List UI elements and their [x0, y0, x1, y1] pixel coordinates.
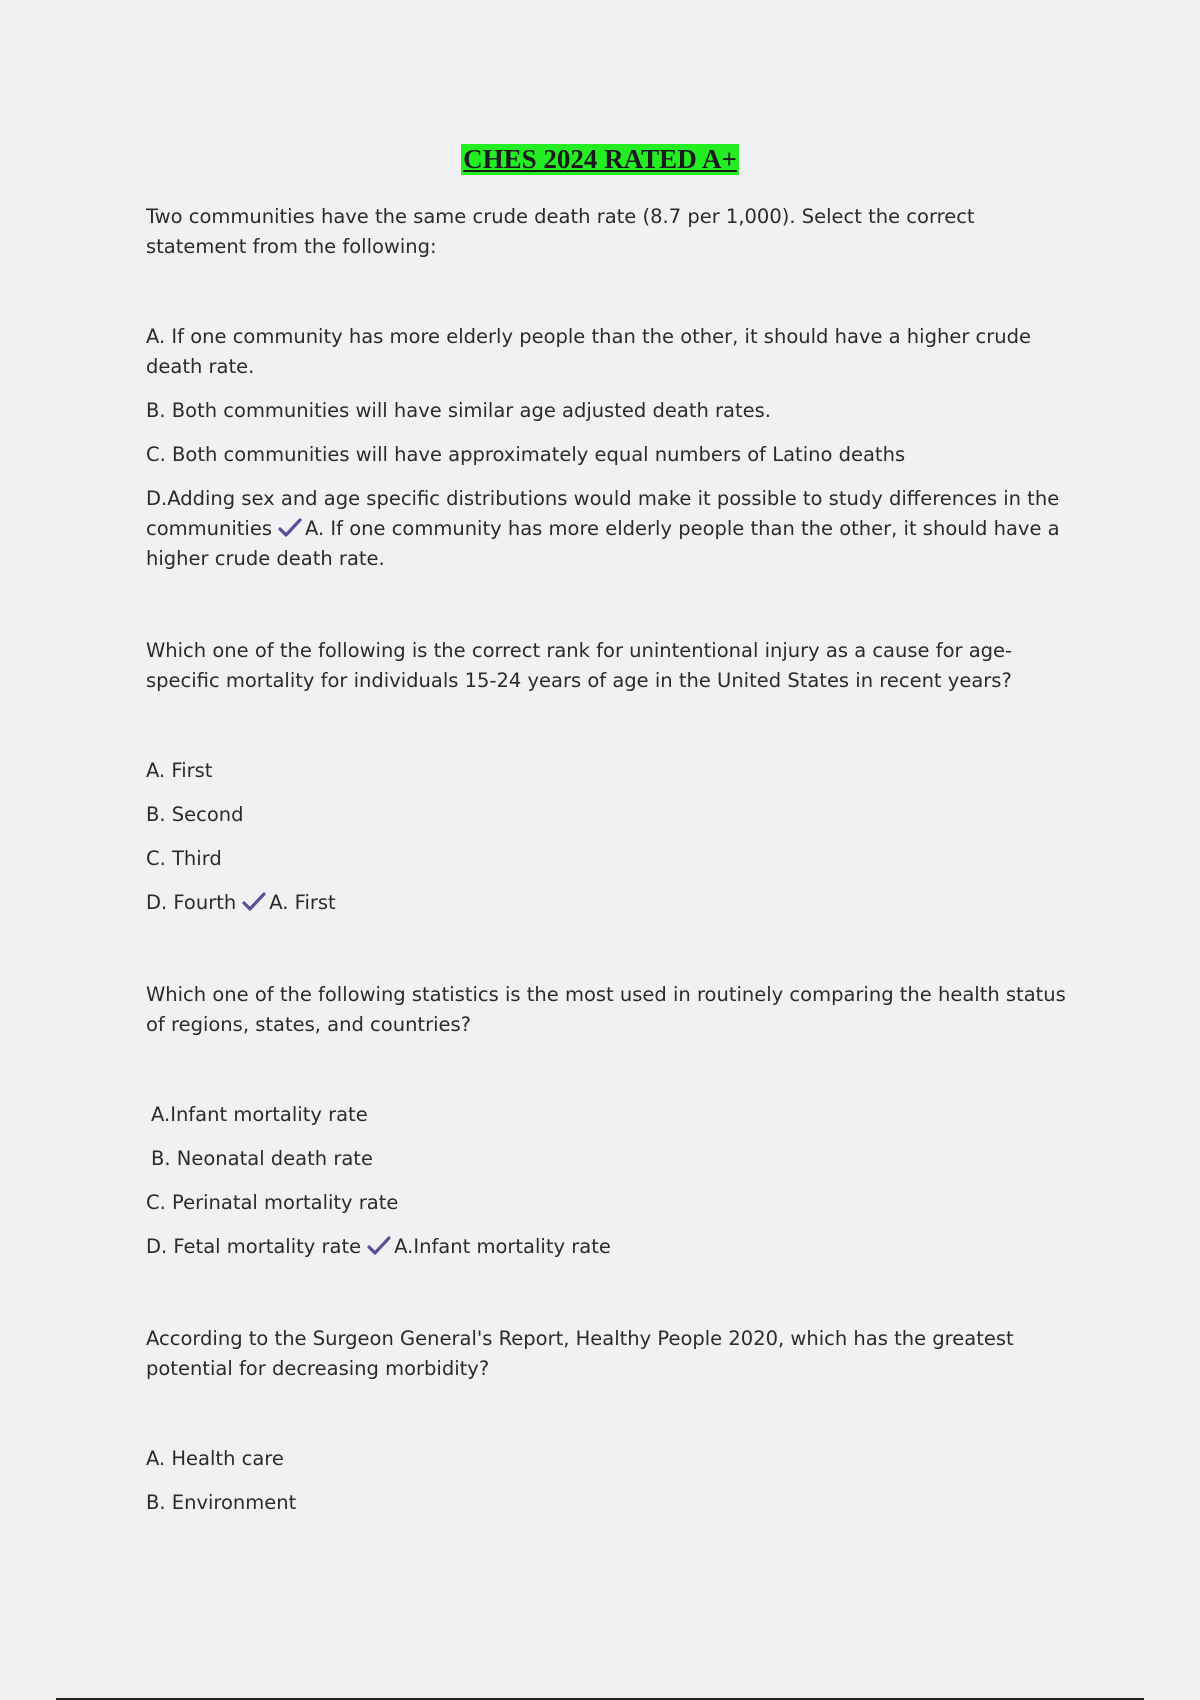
- option-item: A. Health care: [146, 1447, 284, 1470]
- option-item: B. Second: [146, 803, 244, 826]
- option-item-with-answer: [146, 484, 1076, 574]
- option-item: C. Perinatal mortality rate: [146, 1191, 399, 1214]
- check-icon: [367, 1236, 391, 1256]
- document-content: [146, 202, 1076, 1518]
- option-item: A. If one community has more elderly people than the other, it should have a higher crude death rate.: [146, 325, 1032, 378]
- title-container: [0, 144, 1200, 175]
- question-block-2: [146, 636, 1076, 918]
- question-block-4: [146, 1324, 1076, 1518]
- answer-text: A. First: [269, 891, 336, 914]
- question-text: Which one of the following is the correct rank for unintentional injury as a cause for age-specific mortality for individuals 15-24 years of age in the United States in recent years?: [146, 639, 1013, 692]
- check-icon: [278, 518, 302, 538]
- option-item: B. Both communities will have similar age adjusted death rates.: [146, 399, 771, 422]
- option-list: [146, 1100, 1076, 1262]
- option-item: A. First: [146, 759, 213, 782]
- option-text: D.Adding sex and age specific distributions would make it possible to study differences in the communities: [146, 487, 1060, 540]
- option-item: C. Both communities will have approximately equal numbers of Latino deaths: [146, 443, 906, 466]
- question-text: Two communities have the same crude death rate (8.7 per 1,000). Select the correct statement from the following:: [146, 205, 975, 258]
- question-text: Which one of the following statistics is the most used in routinely comparing the health status of regions, states, and countries?: [146, 983, 1066, 1036]
- option-item: C. Third: [146, 847, 222, 870]
- option-list: [146, 322, 1076, 574]
- option-text: D. Fetal mortality rate: [146, 1235, 362, 1258]
- answer-text: A.Infant mortality rate: [394, 1235, 611, 1258]
- option-item: B. Environment: [146, 1491, 297, 1514]
- option-text: D. Fourth: [146, 891, 237, 914]
- question-block-1: [146, 202, 1076, 574]
- option-item-with-answer: [146, 1232, 1076, 1262]
- option-list: [146, 756, 1076, 918]
- option-list: [146, 1444, 1076, 1518]
- option-item: A.Infant mortality rate: [151, 1103, 368, 1126]
- question-block-3: [146, 980, 1076, 1262]
- question-text: According to the Surgeon General's Report, Healthy People 2020, which has the greatest potential for decreasing morbidity?: [146, 1327, 1014, 1380]
- option-item-with-answer: [146, 888, 1076, 918]
- option-item: B. Neonatal death rate: [151, 1147, 373, 1170]
- check-icon: [242, 892, 266, 912]
- answer-text: A. If one community has more elderly people than the other, it should have a higher crude death rate.: [146, 517, 1060, 570]
- document-title: CHES 2024 RATED A+: [463, 144, 737, 174]
